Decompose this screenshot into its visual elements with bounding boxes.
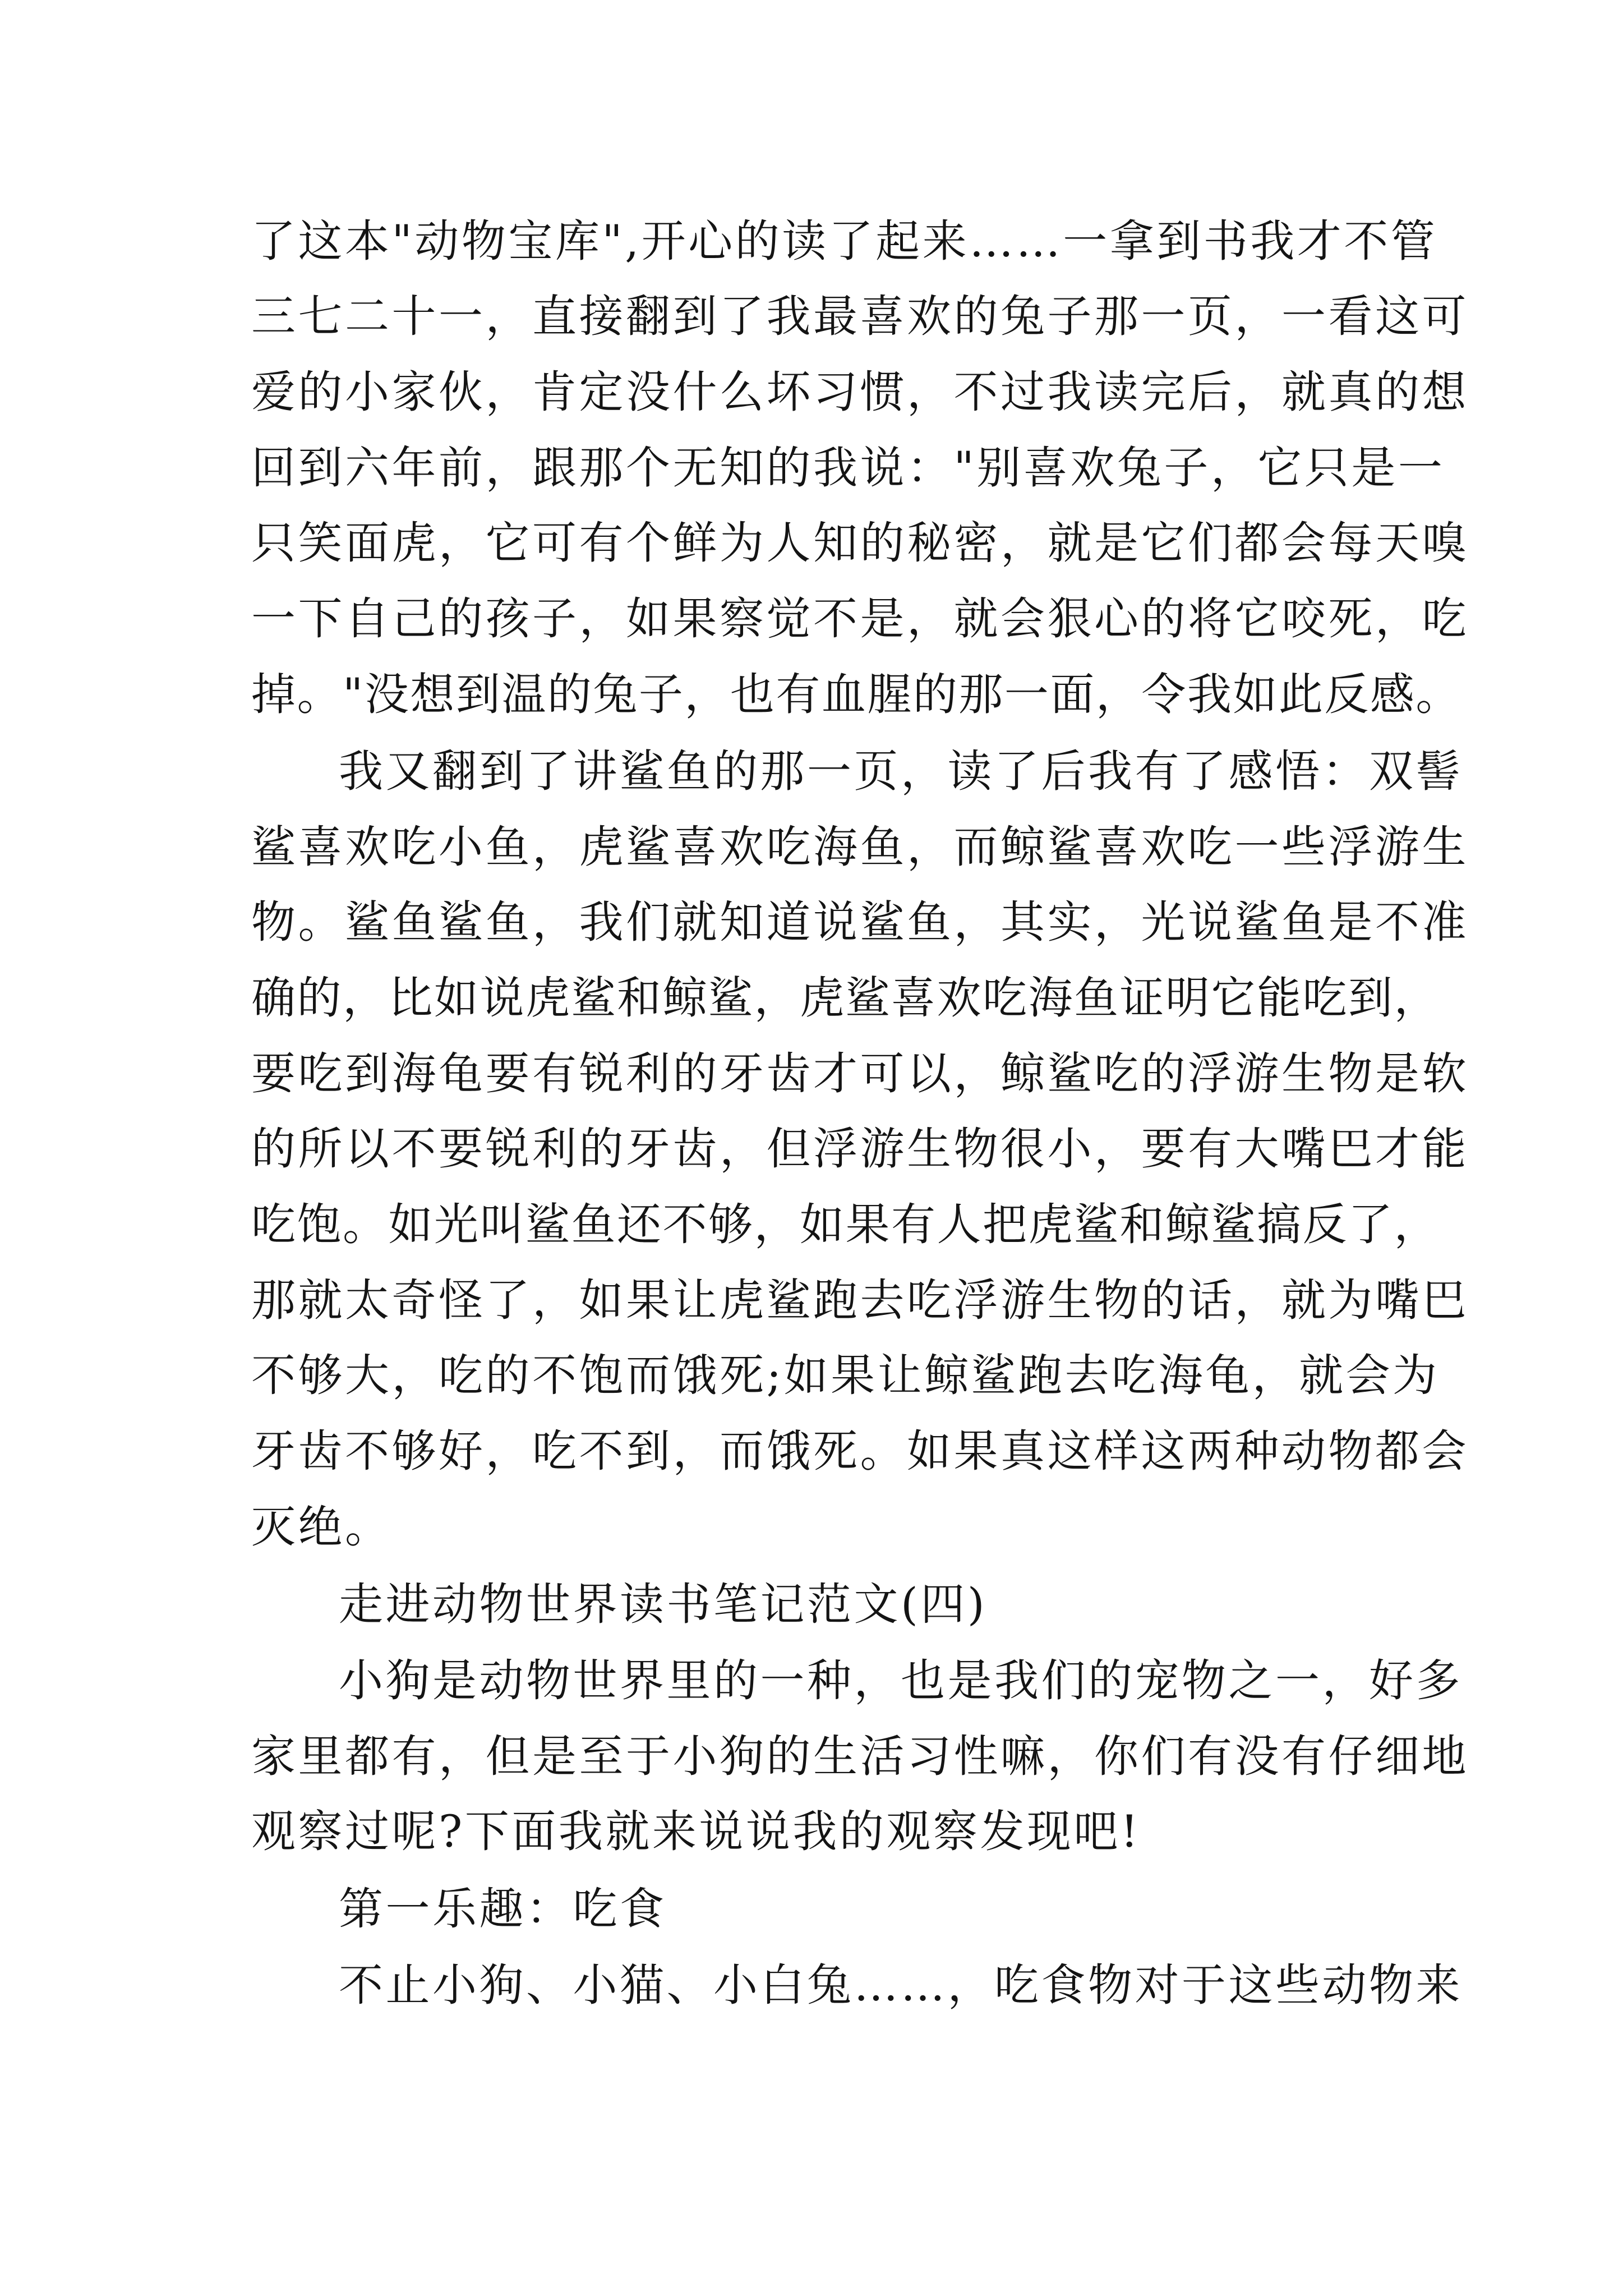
section-heading: 走进动物世界读书笔记范文(四) — [339, 1579, 988, 1630]
text-line: 家里都有，但是至于小狗的生活习性嘛，你们有没有仔细地 — [251, 1731, 1469, 1782]
text-line: 回到六年前，跟那个无知的我说："别喜欢兔子，它只是一 — [251, 442, 1445, 494]
text-line: 要吃到海龟要有锐利的牙齿才可以，鲸鲨吃的浮游生物是软 — [251, 1048, 1469, 1099]
paragraph-first-line: 不止小狗、小猫、小白兔……，吃食物对于这些动物来 — [339, 1959, 1463, 2011]
text-line: 观察过呢?下面我就来说说我的观察发现吧! — [251, 1806, 1141, 1857]
text-line: 那就太奇怪了，如果让虎鲨跑去吃浮游生物的话，就为嘴巴 — [251, 1274, 1469, 1326]
text-line: 吃饱。如光叫鲨鱼还不够，如果有人把虎鲨和鲸鲨搞反了， — [251, 1199, 1440, 1250]
paragraph-first-line: 小狗是动物世界里的一种，也是我们的宠物之一，好多 — [339, 1655, 1463, 1706]
text-line: 一下自己的孩子，如果察觉不是，就会狠心的将它咬死，吃 — [251, 593, 1469, 645]
text-line: 鲨喜欢吃小鱼，虎鲨喜欢吃海鱼，而鲸鲨喜欢吃一些浮游生 — [251, 821, 1469, 873]
text-line: 灭绝。 — [251, 1501, 392, 1553]
text-line: 爱的小家伙，肯定没什么坏习惯，不过我读完后，就真的想 — [251, 366, 1469, 418]
text-line: 三七二十一，直接翻到了我最喜欢的兔子那一页，一看这可 — [251, 291, 1469, 342]
paragraph-first-line: 我又翻到了讲鲨鱼的那一页，读了后我有了感悟：双髻 — [339, 746, 1463, 797]
subheading: 第一乐趣：吃食 — [339, 1883, 667, 1935]
text-line: 不够大，吃的不饱而饿死;如果让鲸鲨跑去吃海龟，就会为 — [251, 1350, 1440, 1401]
text-line: 了这本"动物宝库",开心的读了起来……一拿到书我才不管 — [251, 215, 1438, 267]
text-line: 掉。"没想到温的兔子，也有血腥的那一面，令我如此反感。 — [251, 669, 1461, 720]
text-line: 的所以不要锐利的牙齿，但浮游生物很小，要有大嘴巴才能 — [251, 1123, 1469, 1175]
text-line: 物。鲨鱼鲨鱼，我们就知道说鲨鱼，其实，光说鲨鱼是不准 — [251, 896, 1469, 948]
text-line: 确的，比如说虎鲨和鲸鲨，虎鲨喜欢吃海鱼证明它能吃到， — [251, 972, 1440, 1024]
text-line: 牙齿不够好，吃不到，而饿死。如果真这样这两种动物都会 — [251, 1425, 1469, 1477]
text-line: 只笑面虎，它可有个鲜为人知的秘密，就是它们都会每天嗅 — [251, 517, 1469, 569]
